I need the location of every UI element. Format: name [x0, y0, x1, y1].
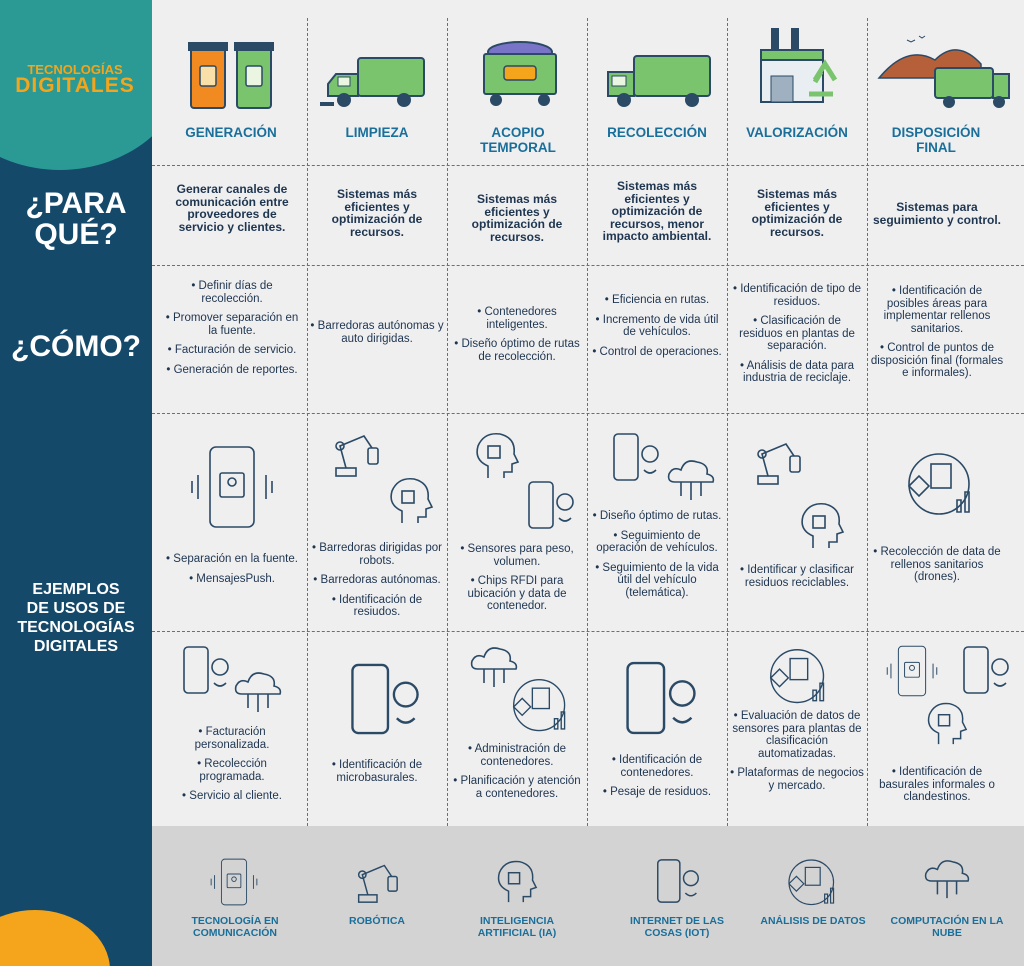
- para-text: Sistemas para seguimiento y control.: [872, 200, 1001, 227]
- column-title: GENERACIÓN: [185, 125, 277, 140]
- column-title: ACOPIO TEMPORAL: [480, 125, 556, 155]
- para-text: Sistemas más eficientes y optimización de recursos, menor impacto ambiental.: [602, 179, 712, 243]
- smartphone-icon: [190, 445, 274, 529]
- iot-devices-icon: [610, 432, 662, 482]
- list-item: • Barredoras dirigidas por robots.: [312, 542, 442, 567]
- iot-devices-icon: [180, 645, 232, 695]
- como-list: [730, 283, 864, 392]
- example-list: [730, 710, 864, 799]
- garbage-truck-icon: [604, 52, 714, 110]
- list-item: • Generación de reportes.: [166, 363, 298, 376]
- list-item: • Identificación de posibles áreas para implementar rellenos sanitarios.: [883, 285, 991, 335]
- list-item: • Planificación y atención a contenedores.: [453, 775, 581, 800]
- legend-label: ROBÓTICA: [349, 915, 405, 927]
- ai-head-icon: [470, 430, 520, 480]
- list-item: • Chips RFDI para ubicación y data de contenedor.: [467, 575, 567, 612]
- landfill-truck-icon: [877, 34, 1013, 112]
- legend-label: COMPUTACIÓN EN LA NUBE: [890, 915, 1004, 939]
- sidebar: [0, 0, 152, 966]
- robot-arm-icon: [752, 438, 804, 486]
- list-item: • Diseño óptimo de rutas de recolección.: [454, 338, 580, 363]
- legend-label: TECNOLOGÍA EN COMUNICACIÓN: [191, 915, 279, 939]
- list-item: • Recolección programada.: [197, 758, 267, 783]
- smartphone-icon: [886, 645, 938, 697]
- legend-label: INTERNET DE LAS COSAS (IOT): [630, 915, 724, 939]
- list-item: • Servicio al cliente.: [182, 790, 282, 802]
- list-item: • Identificación de basurales informales o clandestinos.: [879, 766, 995, 803]
- iot-devices-icon: [525, 480, 577, 530]
- list-item: • Barredoras autónomas.: [313, 574, 441, 586]
- list-item: • Plataformas de negocios y mercado.: [730, 767, 864, 792]
- brand-line2: DIGITALES: [15, 74, 135, 97]
- legend-footer: [152, 826, 1024, 966]
- list-item: • Facturación de servicio.: [167, 344, 297, 356]
- list-item: • Análisis de data para industria de reciclaje.: [740, 359, 854, 384]
- para-text: Sistemas más eficientes y optimización de recursos.: [471, 192, 563, 244]
- example-list: [590, 510, 724, 606]
- list-item: • Barredoras autónomas y auto dirigidas.: [310, 320, 444, 345]
- cloud-icon: [922, 858, 972, 902]
- list-item: • Recolección de data de rellenos sanitarios (drones).: [873, 546, 1001, 583]
- como-list: [450, 306, 584, 370]
- divider: [867, 18, 868, 826]
- column-title: DISPOSICIÓN FINAL: [891, 125, 981, 155]
- example-list: [870, 766, 1004, 811]
- list-item: • Diseño óptimo de rutas.: [592, 510, 722, 522]
- legend-label: ANÁLISIS DE DATOS: [760, 915, 866, 927]
- divider: [152, 413, 1024, 414]
- ai-head-icon: [922, 700, 968, 746]
- data-analysis-icon: [905, 452, 975, 518]
- example-list: [870, 546, 1004, 591]
- divider: [152, 631, 1024, 632]
- para-text: Sistemas más eficientes y optimización de recursos.: [751, 187, 843, 239]
- divider: [447, 18, 448, 826]
- ai-head-icon: [492, 858, 538, 904]
- row-como: ¿CÓMO?: [11, 330, 141, 363]
- list-item: • Administración de contenedores.: [468, 743, 566, 768]
- legend-label: INTELIGENCIA ARTIFICIAL (IA): [477, 915, 557, 939]
- list-item: • Identificación de microbasurales.: [331, 759, 423, 784]
- example-list: [165, 726, 299, 810]
- smartphone-icon: [210, 858, 258, 906]
- example-list: [590, 754, 724, 806]
- ai-head-icon: [384, 475, 434, 525]
- column-title: LIMPIEZA: [345, 125, 409, 140]
- list-item: • Separación en la fuente.: [166, 553, 298, 565]
- list-item: • MensajesPush.: [189, 572, 275, 585]
- list-item: • Control de operaciones.: [592, 345, 722, 358]
- row-para: ¿PARA QUÉ?: [25, 187, 127, 251]
- example-list: [310, 759, 444, 791]
- list-item: • Control de puntos de disposición final (formales e informales).: [870, 342, 1004, 379]
- list-item: • Identificación de contenedores.: [611, 754, 703, 779]
- example-list: [450, 743, 584, 807]
- orange-decoration: [0, 910, 110, 966]
- iot-devices-icon: [345, 662, 425, 736]
- list-item: • Seguimiento de operación de vehículos.: [596, 529, 718, 554]
- list-item: • Eficiencia en rutas.: [604, 294, 710, 306]
- bins-icon: [185, 38, 280, 110]
- cloud-icon: [232, 670, 284, 716]
- example-list: [165, 553, 299, 592]
- iot-devices-icon: [960, 645, 1012, 695]
- recycling-plant-icon: [757, 24, 845, 112]
- como-list: [870, 285, 1004, 387]
- cloud-icon: [665, 458, 717, 504]
- list-item: • Identificación de resiudos.: [331, 593, 423, 618]
- robot-arm-icon: [353, 860, 401, 904]
- list-item: • Identificación de tipo de residuos.: [732, 283, 862, 308]
- example-list: [450, 543, 584, 620]
- row-ejemplos: EJEMPLOS DE USOS DE TECNOLOGÍAS DIGITALES: [17, 581, 135, 655]
- list-item: • Clasificación de residuos en plantas de separación.: [739, 315, 855, 352]
- list-item: • Sensores para peso, volumen.: [460, 543, 574, 568]
- example-list: [310, 542, 444, 626]
- como-list: [590, 294, 724, 365]
- list-item: • Incremento de vida útil de vehículos.: [595, 313, 719, 338]
- street-sweeper-icon: [318, 50, 430, 110]
- column-title: RECOLECCIÓN: [607, 125, 707, 140]
- robot-arm-icon: [330, 430, 382, 478]
- brand-line1: TECNOLOGÍAS: [27, 62, 123, 77]
- como-list: [165, 280, 299, 383]
- divider: [152, 165, 1024, 166]
- column-title: VALORIZACIÓN: [746, 125, 848, 140]
- iot-devices-icon: [654, 858, 702, 904]
- como-list: [310, 320, 444, 352]
- list-item: • Contenedores inteligentes.: [477, 306, 557, 331]
- para-text: Generar canales de comunicación entre proveedores de servicio y clientes.: [175, 182, 289, 234]
- data-analysis-icon: [767, 648, 829, 706]
- divider: [152, 265, 1024, 266]
- data-analysis-icon: [510, 678, 570, 734]
- list-item: • Pesaje de residuos.: [602, 786, 712, 798]
- list-item: • Identificar y clasificar residuos reciclables.: [740, 564, 854, 589]
- para-text: Sistemas más eficientes y optimización de recursos.: [331, 187, 423, 239]
- list-item: • Definir días de recolección.: [191, 280, 273, 305]
- data-analysis-icon: [786, 858, 838, 908]
- list-item: • Evaluación de datos de sensores para plantas de clasificación automatizadas.: [732, 710, 862, 760]
- example-list: [730, 564, 864, 596]
- iot-devices-icon: [620, 660, 702, 736]
- list-item: • Seguimiento de la vida útil del vehículo (telemática).: [595, 561, 719, 599]
- list-item: • Facturación personalizada.: [194, 726, 270, 751]
- list-item: • Promover separación en la fuente.: [165, 312, 299, 337]
- ai-head-icon: [795, 500, 845, 550]
- container-icon: [480, 38, 560, 110]
